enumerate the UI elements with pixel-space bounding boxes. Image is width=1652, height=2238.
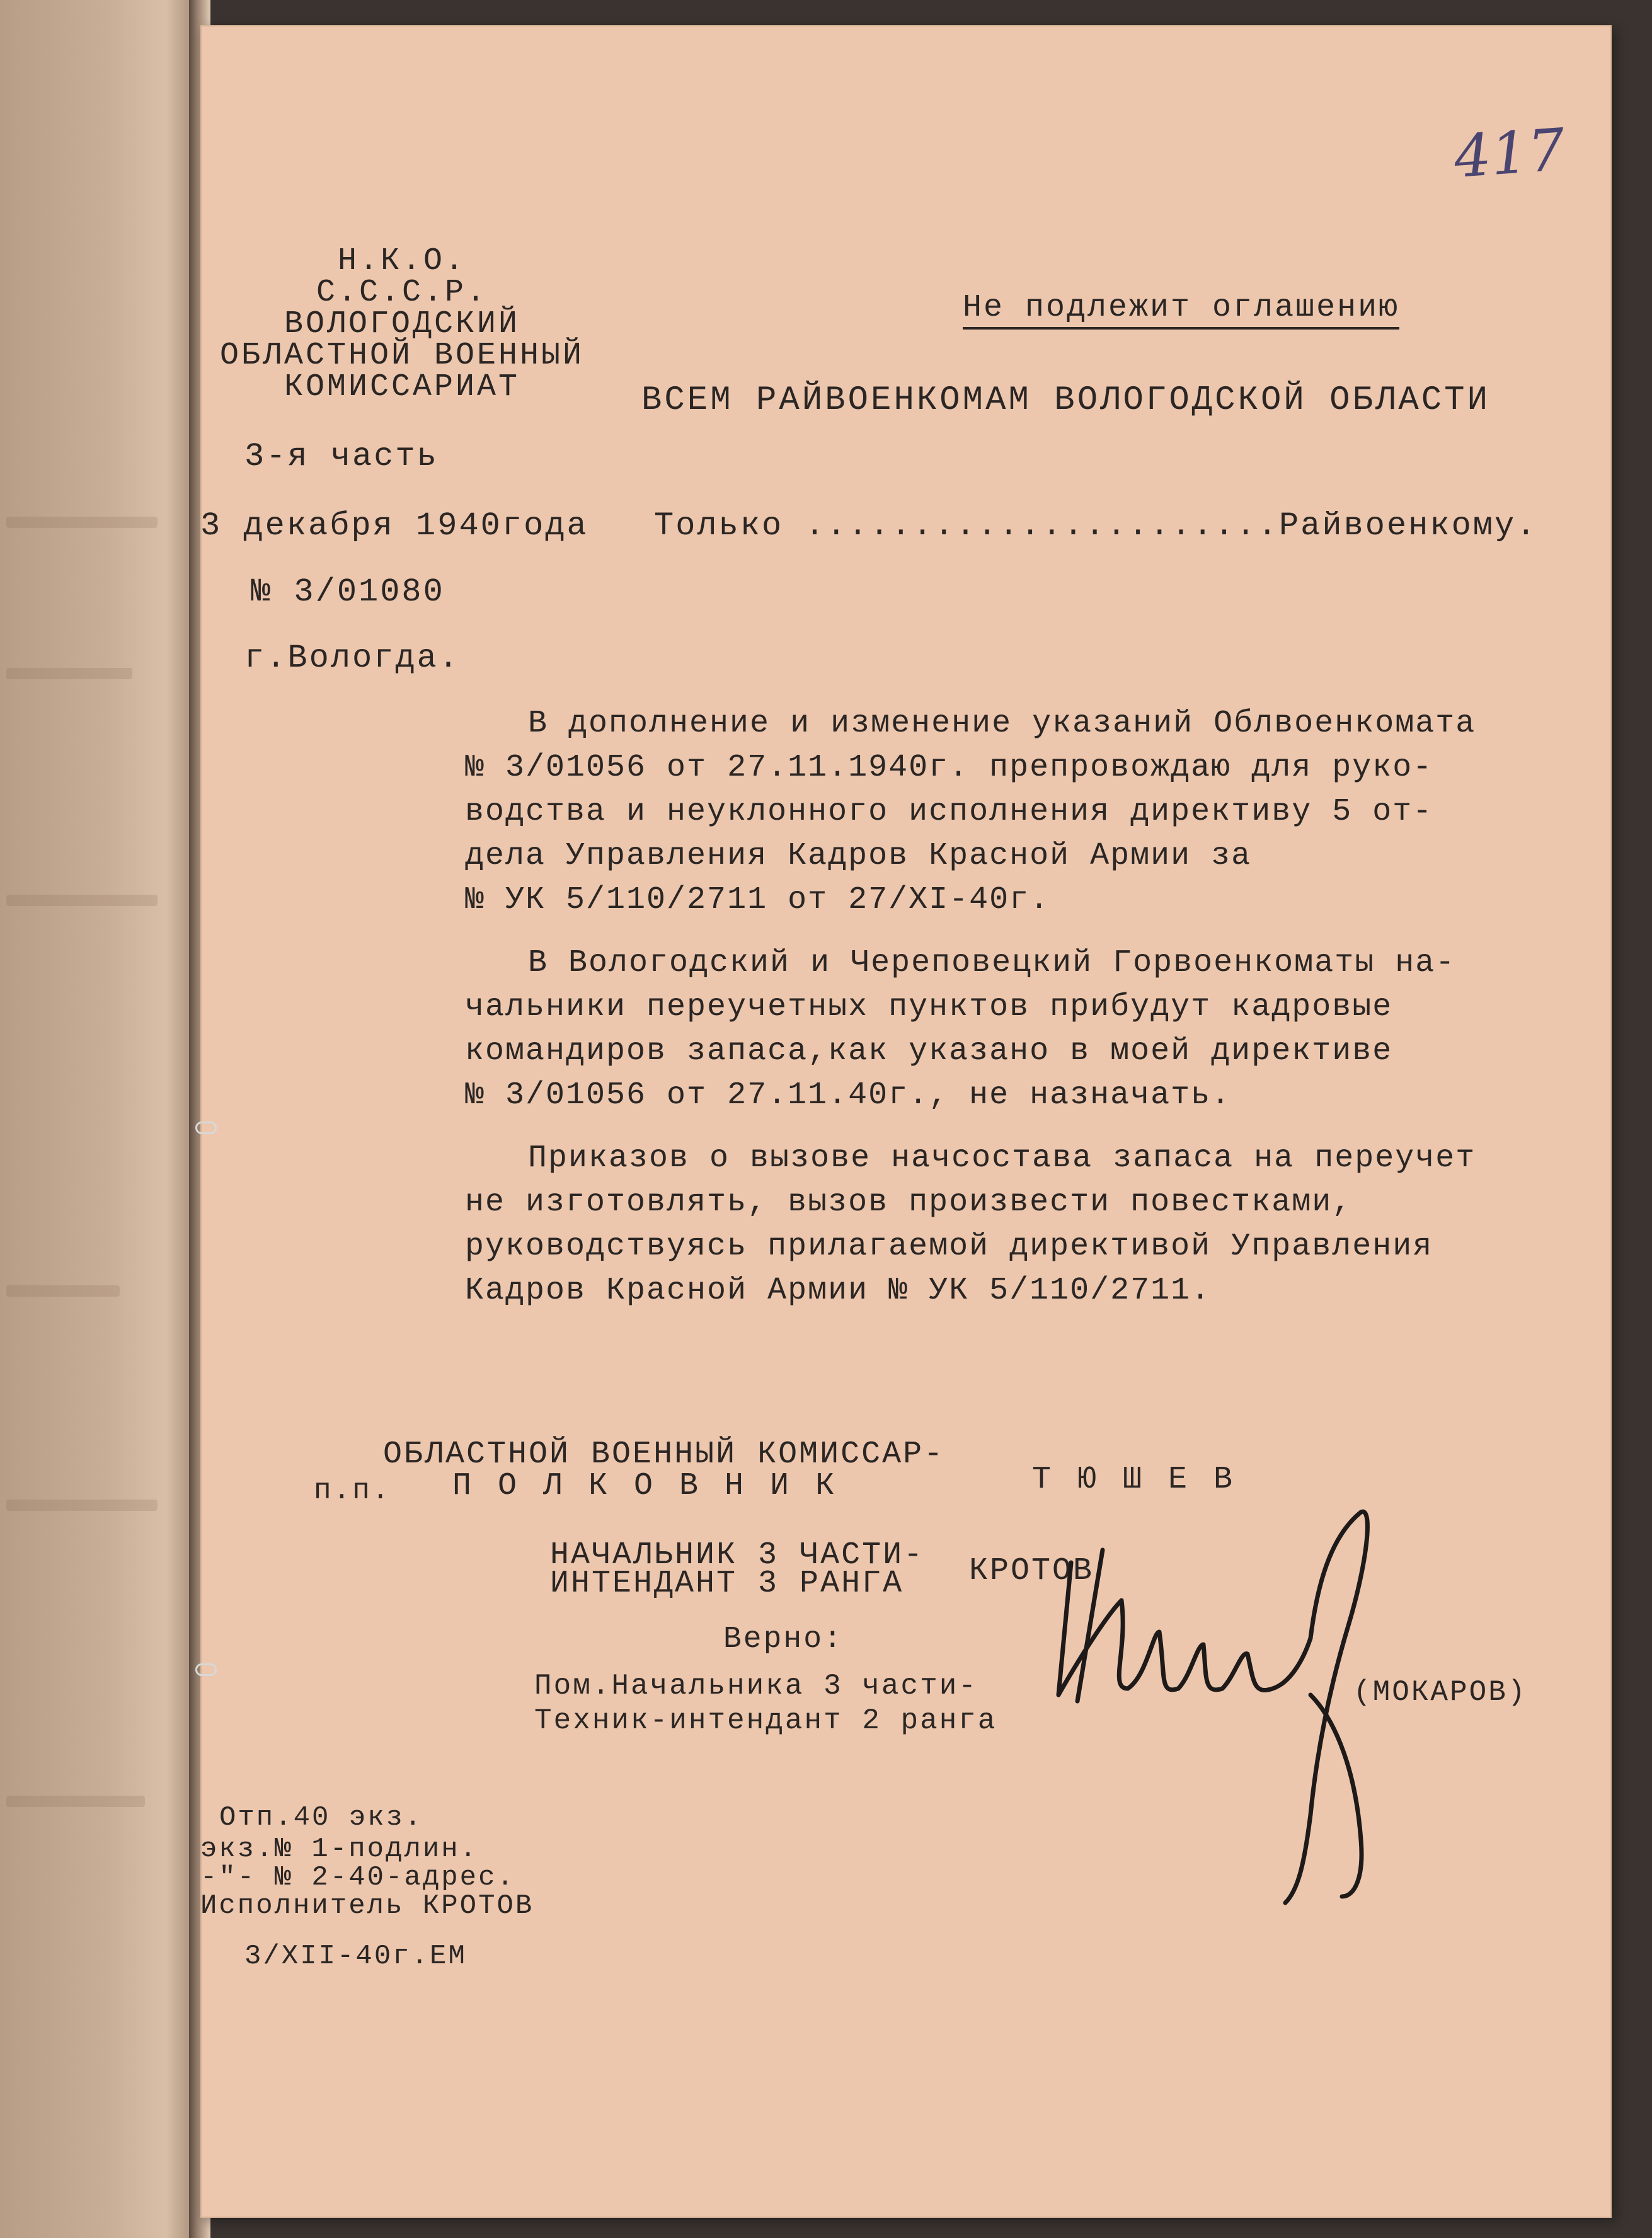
paragraph2-line: В Вологодский и Череповецкий Горвоенкоматы на- — [528, 945, 1456, 981]
paragraph1-line: дела Управления Кадров Красной Армии за — [465, 838, 1252, 874]
chief-rank: ИНТЕНДАНТ 3 РАНГА — [550, 1566, 904, 1602]
header-org-line1: Н.К.О. — [337, 243, 467, 279]
paragraph1-line: № 3/01056 от 27.11.1940г. препровождаю для руко- — [465, 750, 1433, 786]
left-facing-page — [0, 0, 195, 2238]
handwritten-signature — [1033, 1487, 1386, 1928]
chief-name: КРОТОВ — [969, 1553, 1094, 1589]
only-line: Только ......................Райвоенкому. — [654, 507, 1538, 544]
header-org-line2: С.С.С.Р. — [316, 275, 488, 311]
paragraph3-line: руководствуясь прилагаемой директивой Управления — [465, 1229, 1433, 1265]
pp-label: п.п. — [314, 1474, 391, 1507]
chief-title: НАЧАЛЬНИК 3 ЧАСТИ- — [550, 1537, 925, 1573]
footer-original: экз.№ 1-подлин. — [200, 1833, 479, 1865]
binding-stitch — [195, 1663, 217, 1676]
assistant-name: (МОКАРОВ) — [1353, 1676, 1527, 1709]
paragraph3-line: Кадров Красной Армии № УК 5/110/2711. — [465, 1273, 1212, 1309]
assistant-rank: Техник-интендант 2 ранга — [534, 1704, 997, 1737]
header-org-line5: КОМИССАРИАТ — [284, 369, 520, 405]
header-org-line4: ОБЛАСТНОЙ ВОЕННЫЙ — [219, 338, 585, 374]
commissar-name: Т Ю Ш Е В — [1032, 1462, 1237, 1498]
paragraph1-line: № УК 5/110/2711 от 27/XI-40г. — [465, 882, 1050, 918]
footer-copies: Отп.40 экз. — [219, 1802, 423, 1833]
commissar-title: ОБЛАСТНОЙ ВОЕННЫЙ КОМИССАР- — [383, 1437, 945, 1472]
commissar-rank: П О Л К О В Н И К — [452, 1468, 839, 1504]
header-date: 3 декабря 1940года — [200, 507, 588, 544]
bleed-through-text — [6, 895, 158, 906]
addressee: ВСЕМ РАЙВОЕНКОМАМ ВОЛОГОДСКОЙ ОБЛАСТИ — [641, 381, 1490, 420]
bleed-through-text — [6, 517, 158, 528]
bleed-through-text — [6, 1285, 120, 1297]
footer-addresses: -"- № 2-40-адрес. — [200, 1862, 515, 1893]
folio-number: 417 — [1452, 116, 1568, 191]
footer-date: 3/XII-40г.ЕМ — [244, 1941, 467, 1972]
paragraph1-line: В дополнение и изменение указаний Облвоенкомата — [528, 706, 1476, 742]
paragraph2-line: командиров запаса,как указано в моей директиве — [465, 1033, 1393, 1069]
verno-label: Верно: — [723, 1622, 844, 1656]
bleed-through-text — [6, 668, 132, 679]
paragraph2-line: чальники переучетных пунктов прибудут кадровые — [465, 989, 1393, 1025]
bleed-through-text — [6, 1500, 158, 1511]
document-page — [200, 25, 1612, 2218]
paragraph3-line: Приказов о вызове начсостава запаса на переучет — [528, 1140, 1476, 1176]
paragraph1-line: водства и неуклонного исполнения директиву 5 от- — [465, 794, 1433, 830]
header-city: г.Вологда. — [244, 640, 461, 677]
header-number: № 3/01080 — [251, 573, 445, 611]
paragraph3-line: не изготовлять, вызов произвести повестками, — [465, 1185, 1353, 1220]
header-part: 3-я часть — [244, 438, 439, 475]
footer-executor: Исполнитель КРОТОВ — [200, 1890, 534, 1922]
bleed-through-text — [6, 1796, 145, 1807]
paragraph2-line: № 3/01056 от 27.11.40г., не назначать. — [465, 1077, 1232, 1113]
assistant-title: Пом.Начальника 3 части- — [534, 1670, 978, 1702]
header-org-line3: ВОЛОГОДСКИЙ — [284, 306, 520, 342]
binding-stitch — [195, 1122, 217, 1134]
classification-note: Не подлежит оглашению — [963, 290, 1399, 330]
